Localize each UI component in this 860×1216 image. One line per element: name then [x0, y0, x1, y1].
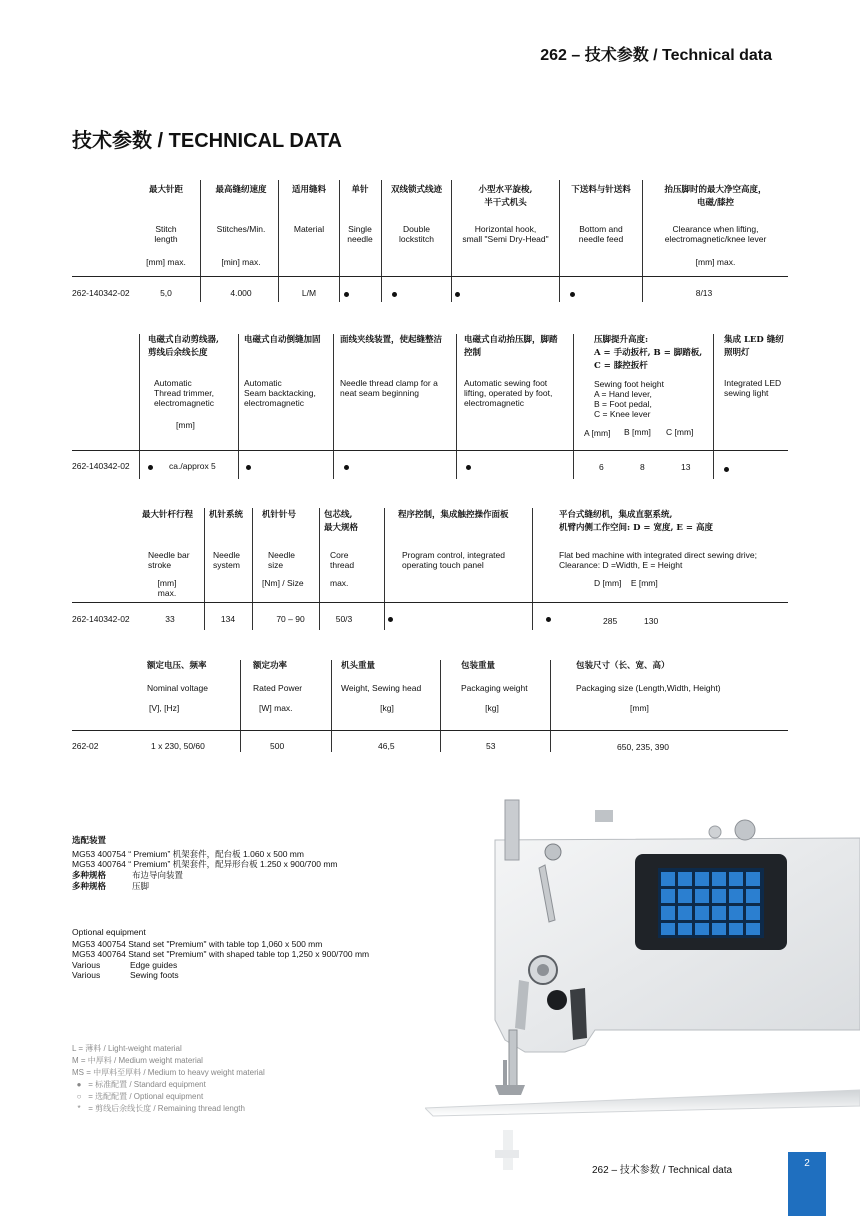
t1-val-clearance: 8/13: [695, 288, 713, 298]
opt-en-text: Stand set "Premium" with shaped table top 1,250 x 900/700 mm: [128, 949, 370, 959]
opt-cn-text: 布边导向装置: [132, 869, 184, 880]
t4-col5-unit: [mm]: [630, 703, 649, 713]
t1-dot-hook: [455, 292, 460, 297]
opt-en-code: MG53 400764: [72, 949, 126, 959]
spec-table-2: [72, 334, 788, 479]
t4-col3-en: Weight, Sewing head: [341, 683, 422, 693]
t3-col2-cn: 机针系统: [209, 510, 244, 520]
t3-col1-cn: 最大针杆行程: [142, 510, 194, 520]
page-number: 2: [788, 1152, 826, 1216]
legend-symbol: ○: [76, 1092, 82, 1101]
optional-cn: [72, 836, 338, 893]
t2-val-b: 8: [640, 462, 645, 472]
t3-dot-program: [388, 617, 393, 622]
t1-col5-en: Double lockstitch: [399, 224, 434, 244]
optional-cn-heading: 选配装置: [72, 836, 107, 846]
legend-text: = 选配配置 / Optional equipment: [88, 1092, 204, 1101]
t2-val-a: 6: [599, 462, 604, 472]
legend-symbol: L: [72, 1044, 77, 1053]
spec-table-3: [72, 508, 788, 630]
t2-col6-en: Integrated LED sewing light: [724, 378, 782, 398]
t2-unit-b: B [mm]: [624, 427, 651, 437]
opt-cn-code: MG53 400764: [72, 859, 126, 869]
legend-symbol: ●: [76, 1080, 82, 1089]
t1-dot-single-needle: [344, 292, 349, 297]
t1-col1-en: Stitch length: [154, 224, 178, 244]
t1-col1-unit: [mm] max.: [146, 257, 186, 267]
opt-cn-code: 多种规格: [72, 870, 107, 881]
t3-col5-en: Program control, integrated operating touch panel: [402, 550, 505, 570]
legend: [72, 1043, 265, 1115]
t4-col3-cn: 机头重量: [341, 661, 376, 671]
t3-val-core: 50/3: [335, 614, 353, 624]
opt-cn-text: “ Premium” 机架套件，配台板 1.060 x 500 mm: [128, 848, 304, 859]
page-title: 技术参数 / TECHNICAL DATA: [72, 130, 342, 152]
footer-title: 262 – 技术参数 / Technical data: [592, 1165, 733, 1176]
t1-col8-cn: 抬压脚时的最大净空高度， 电磁/膝控: [664, 185, 767, 208]
header-title: 262 – 技术参数 / Technical data: [540, 47, 772, 64]
t2-dot-backtack: [246, 465, 251, 470]
opt-en-code: Various: [72, 959, 101, 970]
t4-val-voltage: 1 x 230, 50/60: [151, 741, 205, 751]
legend-symbol: *: [77, 1104, 81, 1113]
t1-col8-en: Clearance when lifting, electromagnetic/knee lever: [664, 224, 767, 244]
t4-col5-cn: 包装尺寸（长、宽、高）: [576, 661, 670, 671]
t3-val-e: 130: [644, 616, 659, 626]
spec-table-1: [72, 180, 788, 302]
t4-val-pack-size: 650, 235, 390: [617, 742, 669, 752]
opt-cn-code: MG53 400754: [72, 848, 126, 859]
t2-dot-led: [724, 467, 729, 472]
legend-text: = 中厚料 / Medium weight material: [80, 1056, 203, 1065]
t2-col6-cn: 集成 LED 缝纫 照明灯: [724, 335, 784, 358]
optional-en: [72, 927, 369, 981]
t1-val-material: L/M: [301, 288, 317, 298]
t3-val-size: 70 – 90: [276, 614, 305, 624]
t4-model: 262-02: [72, 741, 99, 751]
t2-col3-en: Needle thread clamp for a neat seam beginning: [340, 378, 438, 398]
t1-col7-en: Bottom and needle feed: [578, 224, 624, 244]
t3-col1-en: Needle bar stroke: [148, 550, 190, 570]
t3-col2-en: Needle system: [213, 550, 240, 570]
t4-col5-en: Packaging size (Length,Width, Height): [576, 683, 721, 693]
t2-col1-unit: [mm]: [176, 420, 195, 430]
t2-dot-clamp: [344, 465, 349, 470]
t2-unit-c: C [mm]: [666, 427, 694, 437]
t2-col1-en: Automatic Thread trimmer, electromagnetic: [154, 378, 215, 408]
opt-en-code: MG53 400754: [72, 938, 126, 949]
t3-col4-en: Core thread: [330, 550, 355, 570]
t4-col2-en: Rated Power: [253, 683, 303, 693]
t3-val-system: 134: [220, 614, 236, 624]
t1-col3-en: Material: [293, 224, 325, 234]
t3-col4-cn: 包芯线, 最大规格: [324, 510, 359, 533]
opt-en-text: Sewing foots: [130, 970, 179, 980]
t1-col8-unit: [mm] max.: [695, 257, 736, 267]
t2-col1-cn: 电磁式自动剪线器, 剪线后余线长度: [148, 335, 219, 358]
t1-col7-cn: 下送料与针送料: [571, 185, 631, 195]
t4-col4-cn: 包装重量: [461, 661, 496, 671]
t2-col4-en: Automatic sewing foot lifting, operated by foot, electromagnetic: [464, 378, 553, 408]
optional-en-heading: Optional equipment: [72, 927, 146, 937]
t1-col4-en: Single needle: [347, 224, 373, 244]
t2-dot-trimmer: [148, 465, 153, 470]
opt-en-code: Various: [72, 970, 101, 980]
legend-text: = 标准配置 / Standard equipment: [88, 1080, 206, 1089]
legend-symbol: MS: [72, 1068, 84, 1077]
opt-cn-code: 多种规格: [72, 882, 107, 892]
t3-col3-en: Needle size: [268, 550, 295, 570]
t3-model: 262-140342-02: [72, 614, 130, 624]
t4-col1-en: Nominal voltage: [147, 683, 208, 693]
t3-dot-flatbed: [546, 617, 551, 622]
t4-col3-unit: [kg]: [380, 703, 394, 713]
t3-val-stroke: 33: [165, 614, 175, 624]
t1-val-stitch-length: 5,0: [160, 288, 172, 298]
t4-val-pack-weight: 53: [486, 741, 496, 751]
t1-model: 262-140342-02: [72, 288, 130, 298]
opt-en-text: Edge guides: [130, 959, 178, 970]
t1-val-stitches: 4.000: [230, 288, 252, 298]
opt-cn-text: “ Premium” 机架套件，配异形台板 1.250 x 900/700 mm: [128, 859, 338, 869]
t4-col1-unit: [V], [Hz]: [149, 703, 180, 713]
t4-col4-en: Packaging weight: [461, 683, 528, 693]
t1-col4-cn: 单针: [351, 185, 369, 195]
t4-val-weight: 46,5: [378, 741, 395, 751]
t3-val-d: 285: [603, 616, 618, 626]
t2-unit-a: A [mm]: [584, 428, 611, 438]
t3-col3-cn: 机针针号: [262, 510, 297, 520]
t3-col5-cn: 程序控制，集成触控操作面板: [398, 510, 509, 520]
t4-col1-cn: 额定电压、频率: [147, 661, 207, 671]
legend-text: = 薄料 / Light-weight material: [78, 1044, 182, 1053]
t1-col2-unit: [min] max.: [221, 257, 261, 267]
t2-val-trim: ca./approx 5: [169, 461, 216, 471]
t2-col5-en: Sewing foot height A = Hand lever, B = Foot pedal, C = Knee lever: [594, 379, 664, 419]
t1-col2-en: Stitches/Min.: [216, 224, 266, 234]
legend-symbol: M: [72, 1056, 79, 1065]
t3-col6-unit: D [mm] E [mm]: [594, 578, 658, 588]
t4-col2-cn: 额定功率: [253, 661, 288, 671]
t1-col3-cn: 适用缝料: [291, 185, 326, 195]
t3-col6-en: Flat bed machine with integrated direct sewing drive; Clearance: D =Width, E = Height: [559, 550, 757, 570]
t1-dot-lockstitch: [392, 292, 397, 297]
t2-val-c: 13: [681, 462, 691, 472]
t1-col6-en: Horizontal hook, small "Semi Dry-Head": [462, 224, 549, 244]
opt-cn-text: 压脚: [132, 881, 150, 891]
t3-col1-unit: [mm] max.: [157, 578, 177, 598]
opt-en-text: Stand set "Premium" with table top 1,060 x 500 mm: [128, 938, 323, 949]
t4-col4-unit: [kg]: [485, 703, 499, 713]
spec-table-4: [72, 660, 788, 752]
t3-col4-unit: max.: [330, 578, 349, 588]
t1-col5-cn: 双线锁式线迹: [390, 185, 442, 195]
t1-col6-cn: 小型水平旋梭, 半干式机头: [478, 185, 533, 208]
t1-col1-cn: 最大针距: [148, 185, 183, 195]
t3-col3-unit: [Nm] / Size: [262, 578, 304, 588]
t2-col5-cn: 压脚提升高度: A = 手动扳杆, B = 脚踏板, C = 膝控扳杆: [594, 335, 703, 371]
legend-text: = 剪线后余线长度 / Remaining thread length: [88, 1104, 245, 1113]
t4-val-power: 500: [270, 741, 285, 751]
t2-col3-cn: 面线夹线装置，使起缝整洁: [340, 335, 443, 345]
t2-col2-cn: 电磁式自动倒缝加固: [244, 335, 321, 345]
t3-col6-cn: 平台式缝纫机，集成直驱系统, 机臂内侧工作空间: D = 宽度, E = 高度: [559, 510, 713, 533]
t1-dot-feed: [570, 292, 575, 297]
t1-col2-cn: 最高缝纫速度: [215, 185, 267, 195]
t4-col2-unit: [W] max.: [259, 703, 293, 713]
legend-text: = 中厚料至厚料 / Medium to heavy weight material: [86, 1068, 265, 1077]
t2-col2-en: Automatic Seam backtacking, electromagnetic: [244, 378, 316, 408]
t2-dot-footlift: [466, 465, 471, 470]
t2-col4-cn: 电磁式自动抬压脚，脚踏 控制: [464, 335, 558, 358]
t2-model: 262-140342-02: [72, 461, 130, 471]
